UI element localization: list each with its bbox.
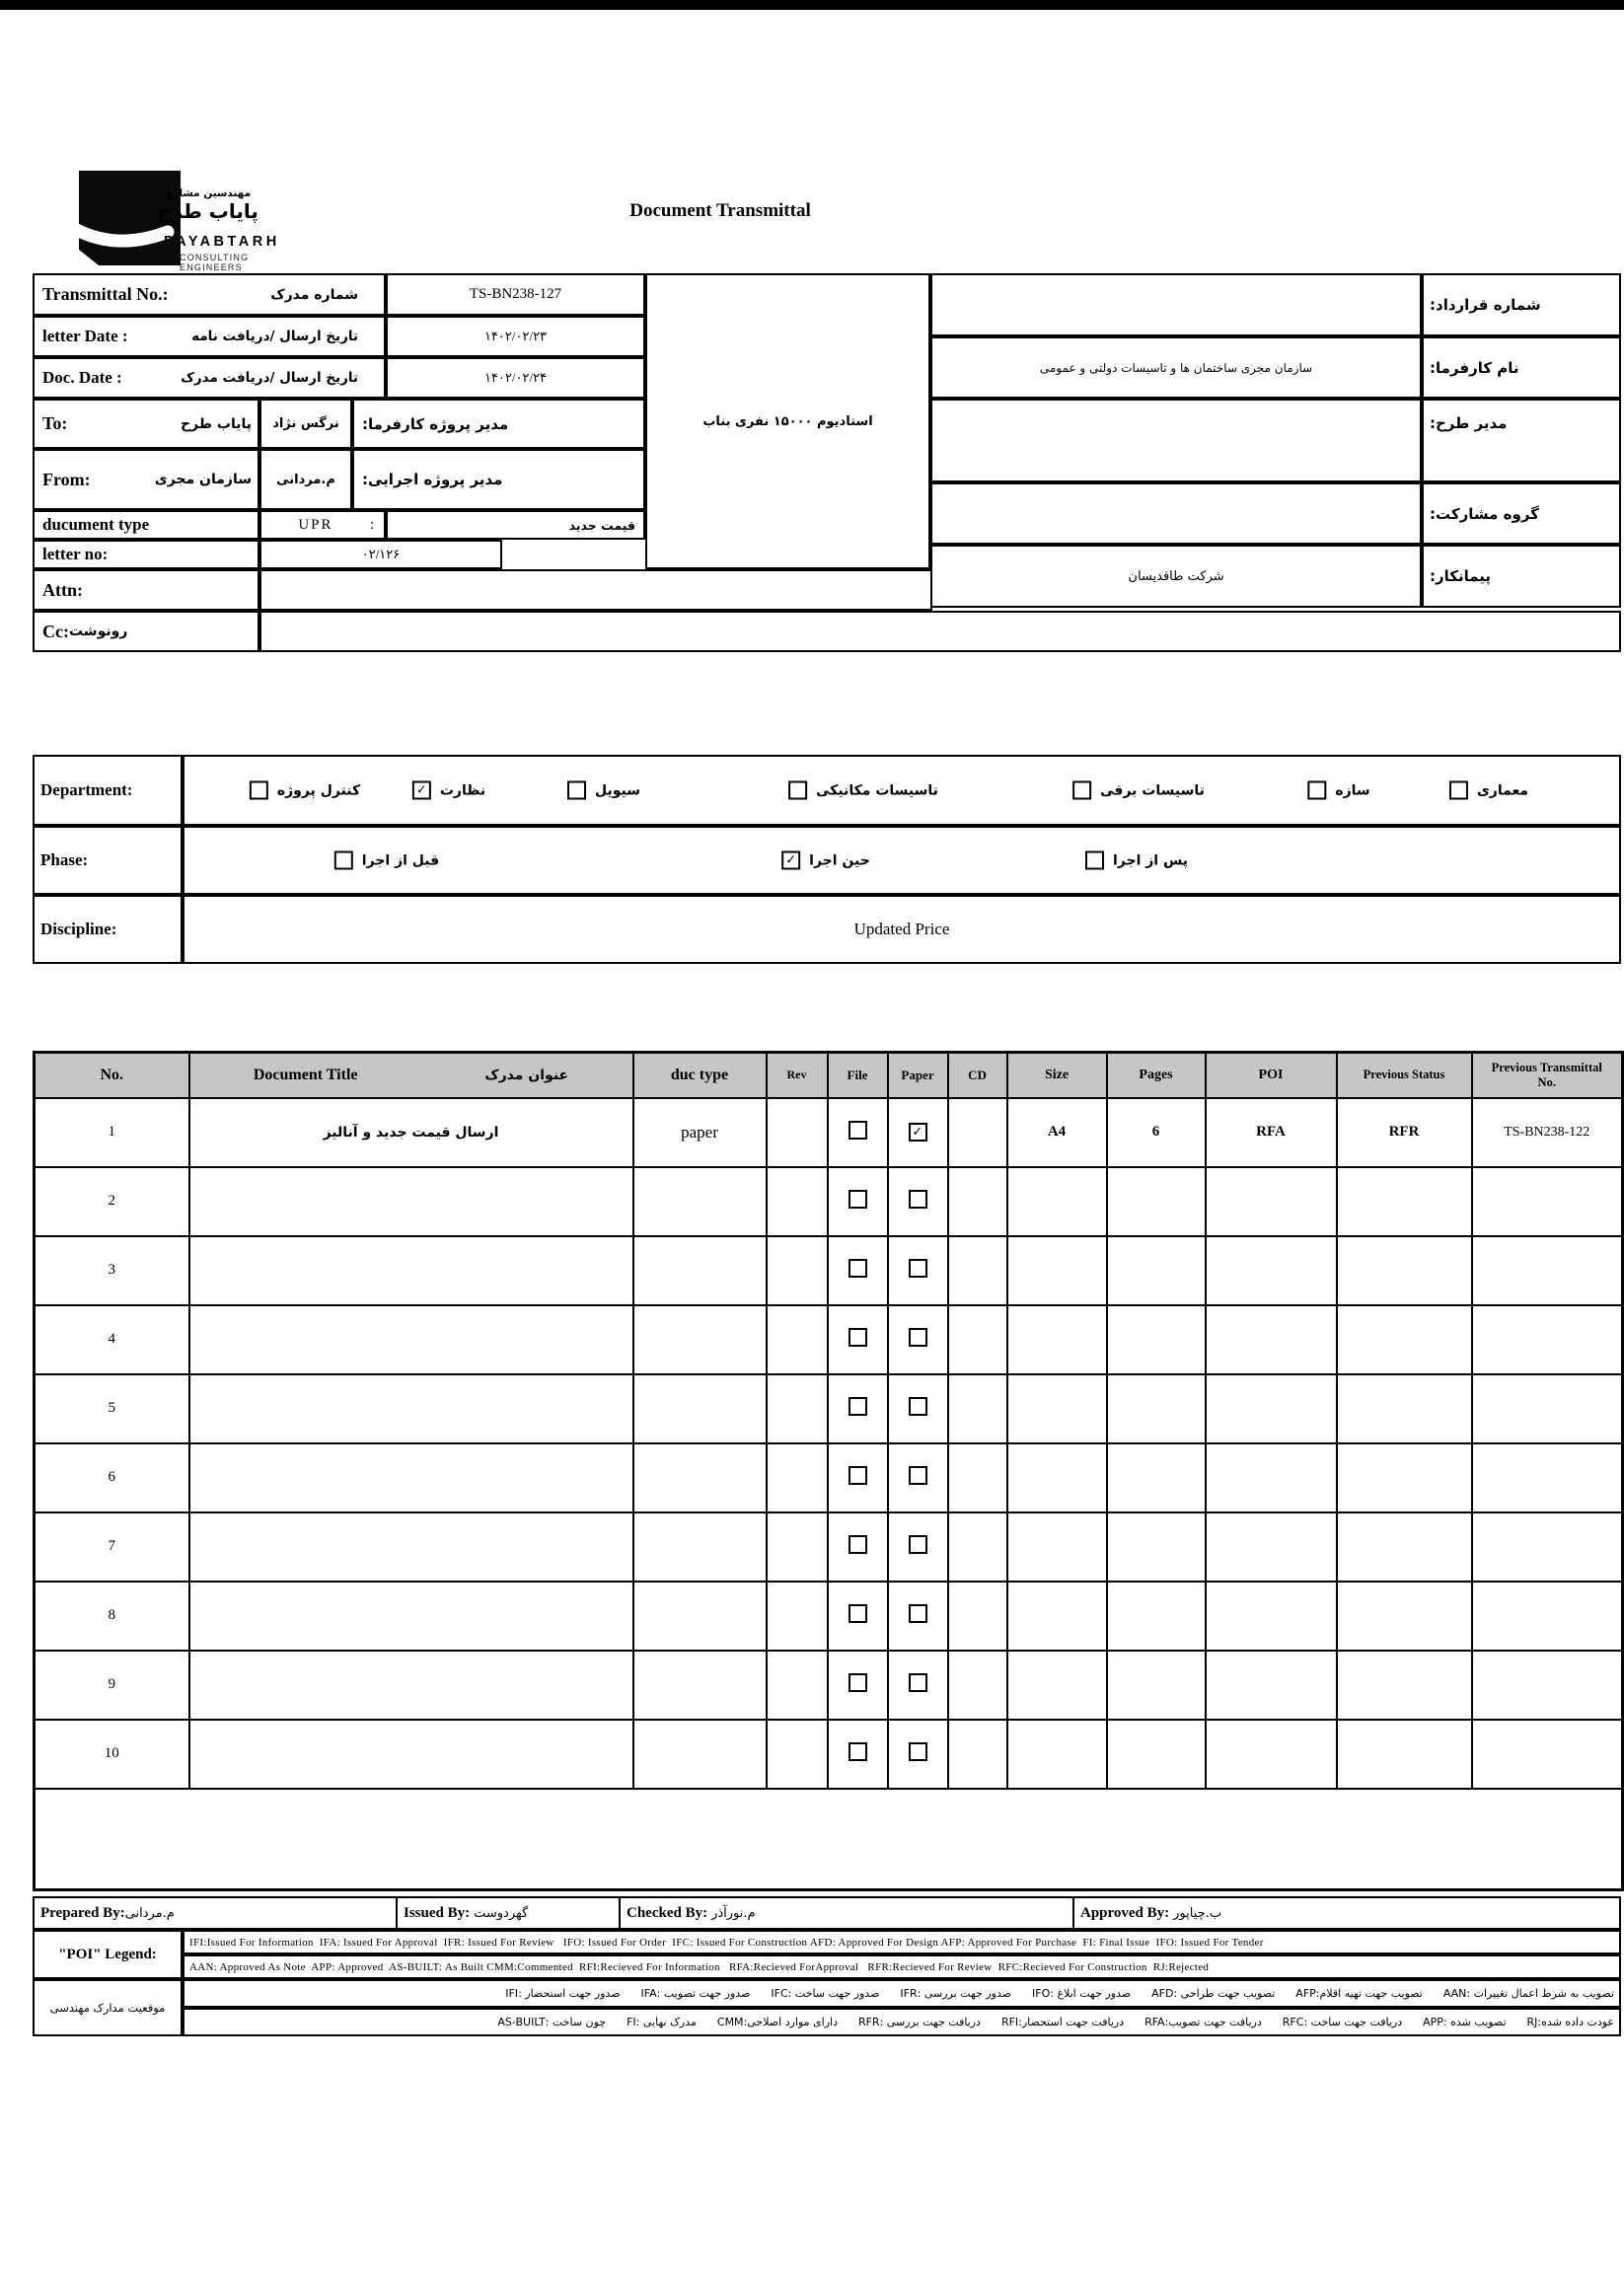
contract-no-label: شماره قرارداد: bbox=[1422, 273, 1621, 336]
col-no: No. bbox=[35, 1053, 189, 1098]
attn-label: Attn: bbox=[33, 569, 259, 611]
brand-name-en: PAYABTARH bbox=[164, 234, 280, 250]
project-name-cell: استادیوم ۱۵۰۰۰ نفری بناب bbox=[645, 273, 930, 569]
transmittal-no-label-en: Transmittal No.: bbox=[42, 284, 169, 304]
prepared-by-name: م.مردانی bbox=[124, 1905, 175, 1921]
department-options-row bbox=[183, 755, 1621, 826]
table-empty-strip bbox=[35, 1789, 1623, 1890]
client-pm-label: مدیر پروژه کارفرما: bbox=[352, 399, 645, 449]
issued-by-cell bbox=[396, 1896, 621, 1930]
col-rev: Rev bbox=[767, 1053, 828, 1098]
cc-label-fa: رونوشت bbox=[68, 624, 128, 639]
checkbox-civil bbox=[567, 781, 586, 800]
letter-date-label bbox=[33, 316, 386, 357]
approved-by-name: ب.چیاپور bbox=[1173, 1905, 1222, 1921]
paper-checkbox bbox=[909, 1466, 927, 1485]
brand-english bbox=[164, 234, 302, 272]
checked-by-label: Checked By: bbox=[627, 1904, 708, 1921]
file-checkbox bbox=[849, 1190, 867, 1209]
file-checkbox bbox=[849, 1259, 867, 1278]
doc-date-value: ۱۴۰۲/۰۲/۲۴ bbox=[386, 357, 645, 399]
paper-checkbox bbox=[909, 1535, 927, 1554]
department-option: کنترل پروژه bbox=[250, 781, 360, 800]
page-title: Document Transmittal bbox=[629, 200, 811, 221]
checkbox-tasisat-barghi bbox=[1072, 781, 1091, 800]
contract-no-value bbox=[930, 273, 1422, 336]
client-name-value: سازمان مجری ساختمان ها و تاسیسات دولتی و عمومی bbox=[930, 336, 1422, 399]
paper-checkbox bbox=[909, 1673, 927, 1692]
department-option: معماری bbox=[1449, 781, 1528, 800]
document-type-label: ducument type bbox=[33, 510, 259, 540]
table-row: 8 bbox=[35, 1582, 1623, 1651]
file-checkbox bbox=[849, 1535, 867, 1554]
checked-by-cell bbox=[619, 1896, 1074, 1930]
discipline-label: Discipline: bbox=[33, 895, 183, 964]
scan-edge-bar bbox=[0, 0, 1624, 10]
poi-legend-line2: AAN: Approved As Note APP: Approved AS-BUILT: As Built CMM:Commented RFI:Recieved For Information RFA:Recieved ForApproval RFR:Recieved For Review RFC:Recieved For Construction RJ:Rejected bbox=[183, 1954, 1621, 1979]
issued-by-name: گهردوست bbox=[474, 1905, 529, 1921]
document-type-value: قیمت جدید bbox=[386, 510, 645, 540]
issued-by-label: Issued By: bbox=[404, 1904, 471, 1921]
table-row: 6 bbox=[35, 1443, 1623, 1512]
department-label: Department: bbox=[33, 755, 183, 826]
docs-status-line1: تصویب به شرط اعمال تغییرات :AAN تصویب جهت تهیه اقلام:AFP تصویب جهت طراحی :AFD صدور جهت ابلاغ :IFO صدور جهت بررسی :IFR صدور جهت ساخت :IFC صدور جهت تصویب :IFA صدور جهت استحضار :IFI bbox=[183, 1979, 1621, 2008]
department-option: ✓ نظارت bbox=[412, 781, 485, 800]
col-cd: CD bbox=[948, 1053, 1007, 1098]
attn-value bbox=[259, 569, 932, 611]
checkbox-memari bbox=[1449, 781, 1468, 800]
checkbox-pas-az-ejra bbox=[1085, 851, 1104, 870]
file-checkbox bbox=[849, 1742, 867, 1761]
brand-name-fa: پایاب طرح bbox=[157, 199, 258, 223]
phase-option: پس از اجرا bbox=[1085, 851, 1188, 870]
partnership-group-value bbox=[930, 482, 1422, 545]
from-person: م.مردانی bbox=[259, 449, 352, 510]
table-header-row bbox=[35, 1053, 1623, 1098]
brand-persian bbox=[156, 187, 259, 223]
col-poi: POI bbox=[1206, 1053, 1337, 1098]
doc-date-label bbox=[33, 357, 386, 399]
to-company: پایاب طرح bbox=[181, 415, 252, 432]
table-row: 7 bbox=[35, 1512, 1623, 1582]
letter-no-value: ۰۲/۱۲۶ bbox=[259, 540, 502, 569]
table-row: 1 ارسال قیمت جدید و آنالیز paper ✓ A4 6 RFA RFR TS-BN238-122 bbox=[35, 1098, 1623, 1167]
document-table bbox=[33, 1051, 1624, 1891]
table-row: 5 bbox=[35, 1374, 1623, 1443]
document-list bbox=[33, 1051, 1624, 1891]
col-file: File bbox=[828, 1053, 888, 1098]
table-row: 2 bbox=[35, 1167, 1623, 1236]
letter-date-label-fa: تاریخ ارسال /دریافت نامه bbox=[191, 329, 358, 344]
department-option: تاسیسات مکانیکی bbox=[788, 781, 938, 800]
document-type-code-value: UPR bbox=[298, 516, 333, 533]
checkbox-sazeh bbox=[1307, 781, 1326, 800]
phase-label: Phase: bbox=[33, 826, 183, 895]
letter-date-value: ۱۴۰۲/۰۲/۲۳ bbox=[386, 316, 645, 357]
department-option: سیویل bbox=[567, 781, 640, 800]
checkbox-hin-ejra bbox=[781, 851, 800, 870]
phase-option: ✓ حین اجرا bbox=[781, 851, 870, 870]
from-label bbox=[33, 449, 259, 510]
file-checkbox bbox=[849, 1673, 867, 1692]
department-option: تاسیسات برقی bbox=[1072, 781, 1205, 800]
paper-checkbox bbox=[909, 1190, 927, 1209]
prepared-by-cell bbox=[33, 1896, 398, 1930]
paper-checkbox bbox=[909, 1742, 927, 1761]
col-title: Document Title عنوان مدرک bbox=[189, 1053, 633, 1098]
document-type-code bbox=[259, 510, 386, 540]
cc-label bbox=[33, 611, 259, 652]
letter-date-label-en: letter Date : bbox=[42, 327, 128, 345]
doc-date-label-en: Doc. Date : bbox=[42, 368, 122, 387]
exec-pm-label: مدیر پروژه اجرایی: bbox=[352, 449, 645, 510]
document-type-colon: : bbox=[369, 516, 374, 533]
col-paper: Paper bbox=[888, 1053, 948, 1098]
from-company: سازمان مجری bbox=[154, 472, 252, 487]
table-row: 4 bbox=[35, 1305, 1623, 1374]
cc-label-en: Cc: bbox=[42, 621, 69, 641]
col-size: Size bbox=[1007, 1053, 1107, 1098]
table-row: 3 bbox=[35, 1236, 1623, 1305]
col-prev-status: Previous Status bbox=[1337, 1053, 1472, 1098]
file-checkbox bbox=[849, 1397, 867, 1416]
phase-options-row bbox=[183, 826, 1621, 895]
transmittal-no-label bbox=[33, 273, 386, 316]
transmittal-no-label-fa: شماره مدرک bbox=[270, 286, 358, 303]
col-pages: Pages bbox=[1107, 1053, 1206, 1098]
file-checkbox bbox=[849, 1466, 867, 1485]
doc-date-label-fa: تاریخ ارسال /دریافت مدرک bbox=[181, 370, 358, 386]
checkbox-ghabl-az-ejra bbox=[334, 851, 353, 870]
to-label-en: To: bbox=[42, 413, 68, 433]
paper-checkbox bbox=[909, 1604, 927, 1623]
poi-legend-label: "POI" Legend: bbox=[33, 1930, 183, 1979]
checkbox-nezarat bbox=[412, 781, 431, 800]
cc-value bbox=[259, 611, 1621, 652]
checkbox-tasisat-mekaniki bbox=[788, 781, 807, 800]
docs-status-label: موقعیت مدارک مهندسی bbox=[33, 1979, 183, 2036]
to-label bbox=[33, 399, 259, 449]
contractor-label: پیمانکار: bbox=[1422, 545, 1621, 608]
design-manager-value bbox=[930, 399, 1422, 482]
to-person: نرگس نژاد bbox=[259, 399, 352, 449]
paper-checkbox bbox=[909, 1328, 927, 1347]
letter-no-label: letter no: bbox=[33, 540, 259, 569]
phase-option: قبل از اجرا bbox=[334, 851, 439, 870]
department-option: سازه bbox=[1307, 781, 1369, 800]
paper-checkbox bbox=[909, 1123, 927, 1142]
file-checkbox bbox=[849, 1604, 867, 1623]
client-name-label: نام کارفرما: bbox=[1422, 336, 1621, 399]
prepared-by-label: Prepared By: bbox=[40, 1904, 125, 1921]
design-manager-label: مدیر طرح: bbox=[1422, 399, 1621, 482]
paper-checkbox bbox=[909, 1259, 927, 1278]
transmittal-no-value: TS-BN238-127 bbox=[386, 273, 645, 316]
table-row: 10 bbox=[35, 1720, 1623, 1789]
col-prev-transmittal: Previous Transmittal No. bbox=[1472, 1053, 1623, 1098]
contractor-value: شرکت طاقدیسان bbox=[930, 545, 1422, 608]
brand-sub-en: CONSULTING ENGINEERS bbox=[180, 253, 250, 272]
col-duc-type: duc type bbox=[633, 1053, 767, 1098]
table-row: 9 bbox=[35, 1651, 1623, 1720]
approved-by-cell bbox=[1072, 1896, 1621, 1930]
paper-checkbox bbox=[909, 1397, 927, 1416]
file-checkbox bbox=[849, 1328, 867, 1347]
from-label-en: From: bbox=[42, 469, 91, 489]
partnership-group-label: گروه مشارکت: bbox=[1422, 482, 1621, 545]
file-checkbox bbox=[849, 1121, 867, 1140]
approved-by-label: Approved By: bbox=[1080, 1904, 1170, 1921]
checked-by-name: م.نورآذر bbox=[711, 1905, 756, 1921]
discipline-value: Updated Price bbox=[183, 895, 1621, 964]
poi-legend-line1: IFI:Issued For Information IFA: Issued For Approval IFR: Issued For Review IFO: Issued For Order IFC: Issued For Construction AFD: Approved For Design AFP: Approved For Purchase FI: Final Issue IFO: Issued For Tender bbox=[183, 1930, 1621, 1954]
docs-status-line2: عودت داده شده:RJ تصویب شده :APP دریافت جهت ساخت :RFC دریافت جهت تصویب:RFA دریافت جهت استحضار:RFI دریافت جهت بررسی :RFR دارای موارد اصلاحی:CMM مدرک نهایی :FI چون ساخت :AS-BUILT bbox=[183, 2008, 1621, 2036]
checkbox-control-prozheh bbox=[250, 781, 268, 800]
brand-tagline-fa: مهندسین مشاور bbox=[166, 187, 252, 199]
